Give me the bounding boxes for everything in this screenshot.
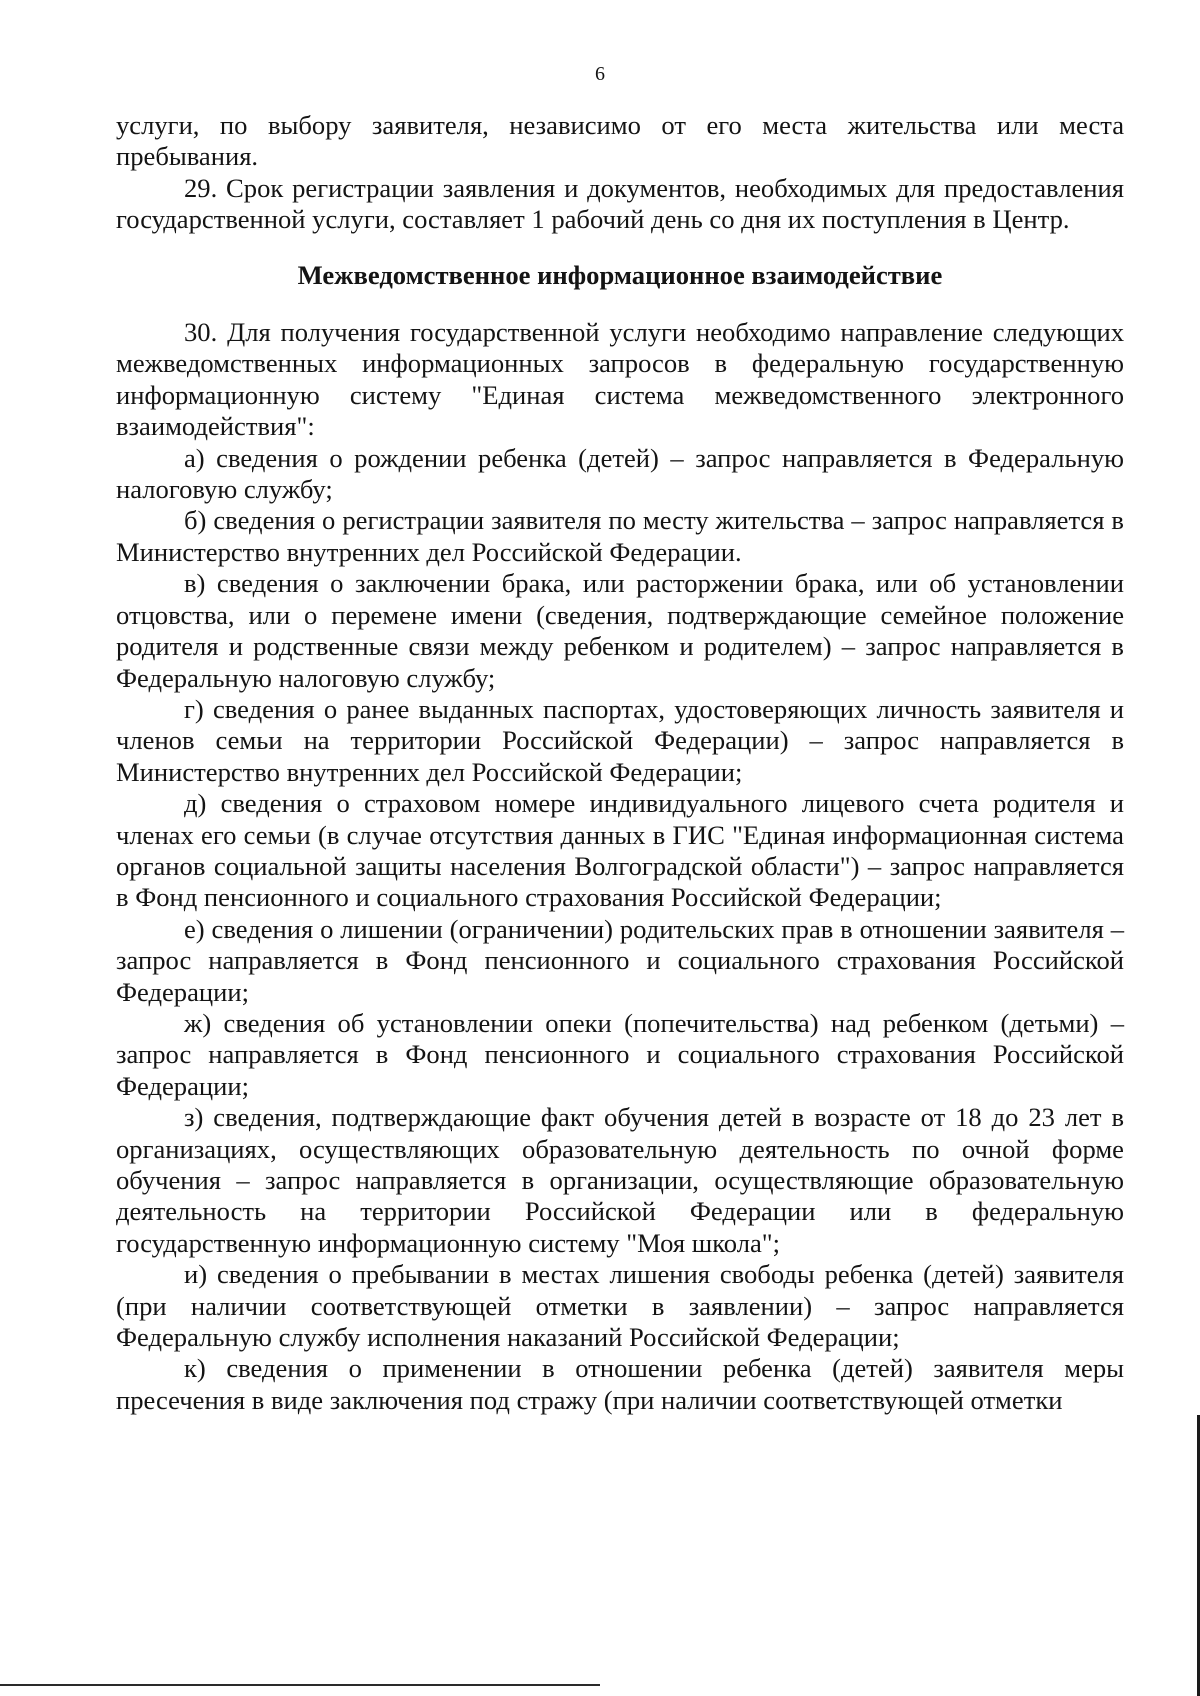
section-heading: Межведомственное информационное взаимодействие xyxy=(297,259,943,290)
list-item-a: а) сведения о рождении ребенка (детей) – запрос направляется в Федеральную налоговую службу; xyxy=(116,442,1124,505)
list-item-g: г) сведения о ранее выданных паспортах, удостоверяющих личность заявителя и членов семьи на территории Российской Федерации) – запрос направляется в Министерство внутренних дел Российской Федерации; xyxy=(116,693,1124,787)
list-item-b: б) сведения о регистрации заявителя по месту жительства – запрос направляется в Министерство внутренних дел Российской Федерации. xyxy=(116,505,1124,567)
paragraph-item-29: 29. Срок регистрации заявления и документов, необходимых для предоставления государственной услуги, составляет 1 рабочий день со дня их поступления в Центр. xyxy=(116,172,1124,235)
list-item-i: и) сведения о пребывании в местах лишения свободы ребенка (детей) заявителя (при наличии соответствующей отметки в заявлении) – запрос направляется Федеральную службу исполнения наказаний Российской Федерации; xyxy=(116,1259,1124,1353)
list-item-z: з) сведения, подтверждающие факт обучения детей в возрасте от 18 до 23 лет в организациях, осуществляющих образовательную деятельность по очной форме обучения – запрос направляется в организации, осуществляющие образовательную деятельность на территории Российской Федерации или в федеральную государственную информационную систему "Моя школа"; xyxy=(116,1102,1124,1258)
paragraph-continuation: услуги, по выбору заявителя, независимо от его места жительства или места пребывания. xyxy=(116,110,1124,172)
list-item-e: е) сведения о лишении (ограничении) родительских прав в отношении заявителя – запрос направляется в Фонд пенсионного и социального страхования Российской Федерации; xyxy=(116,913,1124,1007)
list-item-d: д) сведения о страховом номере индивидуального лицевого счета родителя и членах его семьи (в случае отсутствия данных в ГИС "Единая информационная система органов социальной защиты населения Волгоградской области") – запрос направляется в Фонд пенсионного и социального страхования Российской Федерации; xyxy=(116,788,1124,913)
list-item-v: в) сведения о заключении брака, или расторжении брака, или об установлении отцовства, или о перемене имени (сведения, подтверждающие семейное положение родителя и родственные связи между ребенком и родителем) – запрос направляется в Федеральную налоговую службу; xyxy=(116,568,1124,693)
page-number: 6 xyxy=(595,63,605,85)
list-item-zh: ж) сведения об установлении опеки (попечительства) над ребенком (детьми) – запрос направляется в Фонд пенсионного и социального страхования Российской Федерации; xyxy=(116,1007,1124,1101)
document-body xyxy=(116,110,1124,1416)
paragraph-item-30: 30. Для получения государственной услуги необходимо направление следующих межведомственных информационных запросов в федеральную государственную информационную систему "Единая система межведомственного электронного взаимодействия": xyxy=(116,317,1124,442)
list-item-k: к) сведения о применении в отношении ребенка (детей) заявителя меры пресечения в виде заключения под стражу (при наличии соответствующей отметки xyxy=(116,1353,1124,1415)
scan-bottom-rule xyxy=(0,1684,600,1686)
